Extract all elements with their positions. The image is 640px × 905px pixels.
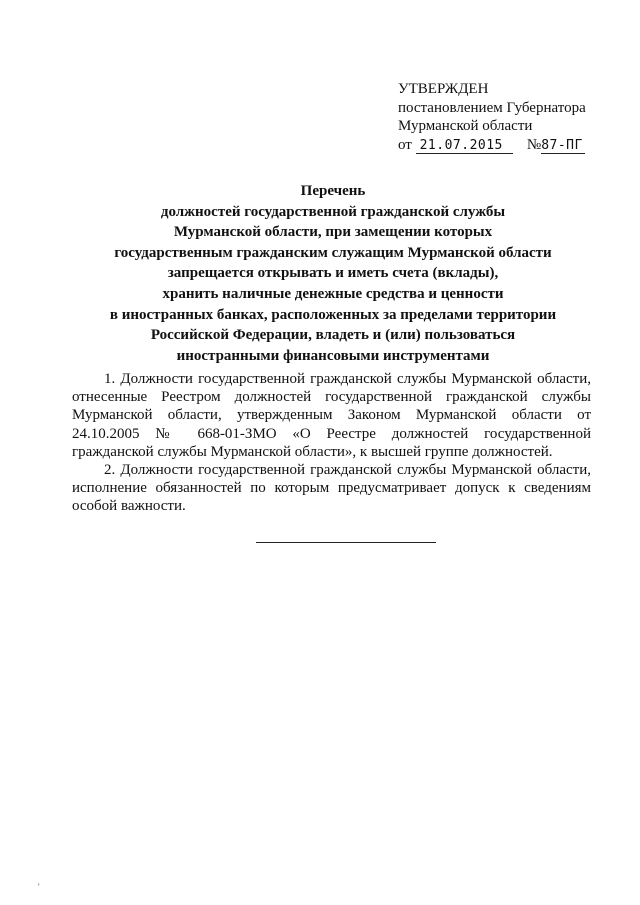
- approval-status: УТВЕРЖДЕН: [398, 81, 489, 97]
- end-separator-line: [256, 542, 436, 543]
- title-line: иностранными финансовыми инструментами: [176, 347, 490, 364]
- number-prefix: №: [526, 136, 542, 153]
- title-line: должностей государственной гражданской службы: [160, 203, 506, 220]
- approval-date-line: [398, 136, 618, 155]
- title-line: запрещается открывать и иметь счета (вклады),: [167, 265, 499, 282]
- body-paragraph: 2. Должности государственной гражданской службы Мурманской области, исполнение обязанностей по которым предусматривает допуск к сведениям особой важности.: [72, 462, 591, 515]
- approval-block: [398, 80, 618, 154]
- body-paragraph: 1. Должности государственной гражданской службы Мурманской области, отнесенные Реестром должностей государственной гражданской службы Мурманской области, утвержденным Законом Мурманской области от 24.10.2005 № 668-01-ЗМО «О Реестре должностей государственной гражданской службы Мурманской области», к высшей группе должностей.: [72, 371, 591, 460]
- document-title: [96, 181, 570, 366]
- stray-mark: ': [38, 882, 40, 892]
- title-line: Мурманской области, при замещении которых: [173, 224, 493, 241]
- title-line: хранить наличные денежные средства и ценности: [162, 285, 504, 302]
- title-line: в иностранных банках, расположенных за пределами территории: [109, 306, 557, 323]
- title-line: государственным гражданским служащим Мурманской области: [114, 244, 552, 261]
- approval-issued-by: постановлением Губернатора: [398, 99, 586, 116]
- title-line: Перечень: [300, 183, 366, 199]
- title-line: Российской Федерации, владеть и (или) пользоваться: [150, 327, 516, 344]
- approval-number: 87-ПГ: [541, 137, 583, 153]
- approval-region: Мурманской области: [398, 118, 533, 134]
- approval-date: 21.07.2015: [416, 138, 513, 154]
- document-body: [72, 370, 591, 516]
- date-prefix: от: [398, 136, 412, 153]
